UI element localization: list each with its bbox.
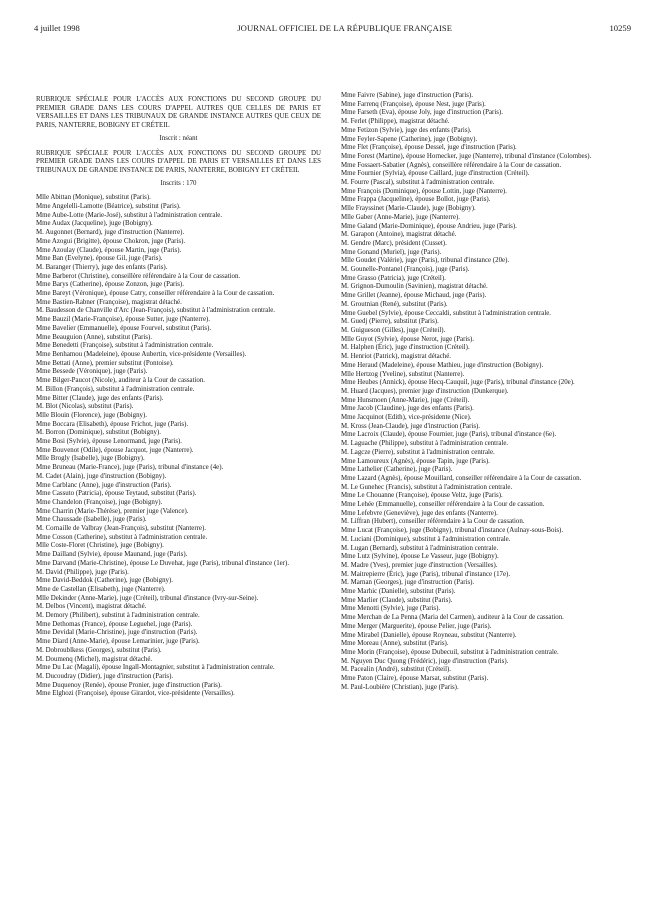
list-item: M. David (Philippe), juge (Paris). (36, 568, 129, 576)
rubric-heading-1: RUBRIQUE SPÉCIALE POUR L'ACCÈS AUX FONCTIONS DU SECOND GROUPE DU PREMIER GRADE DANS LES COURS D'APPEL AUTRES QUE CELLES DE PARIS ET VERSAILLES ET DANS LES TRIBUNAUX DE GRANDE INSTANCE AUTRES QUE CEUX DE PARIS, NANTERRE, BOBIGNY ET CRÉTEIL (36, 96, 321, 130)
list-item: Mlle Abittan (Monique), substitut (Paris). (36, 194, 151, 202)
list-item: M. Liffran (Hubert), conseiller référendaire à la Cour de cassation. (341, 518, 525, 526)
list-item: M. Cadet (Alain), juge d'instruction (Bobigny). (36, 472, 167, 480)
list-item: Mme Frappa (Jacqueline), épouse Bollot, juge (Paris). (341, 196, 491, 204)
list-item: Mlle Hertzog (Yveline), substitut (Nanterre). (341, 370, 465, 378)
list-item: Mme Moreau (Anne), substitut (Paris). (341, 640, 449, 648)
list-item: Mme Boccara (Elisabeth), épouse Frichot, juge (Paris). (36, 420, 189, 428)
list-item: M. Guedj (Pierre), substitut (Paris). (341, 318, 439, 326)
list-item: Mme Jacob (Claudine), juge des enfants (Paris). (341, 405, 474, 413)
list-item: Mme Farrenq (Françoise), épouse Nest, juge (Paris). (341, 100, 486, 108)
list-item: Mme Lutz (Sylvine), épouse Le Vasseur, juge (Bobigny). (341, 553, 499, 561)
list-item: M. Ducoudray (Didier), juge d'instruction (Paris). (36, 673, 174, 680)
list-item: Mme Azoulay (Claude), épouse Martin, juge (Paris). (36, 246, 182, 254)
list-item: M. Luciani (Dominique), substitut à l'administration centrale. (341, 535, 511, 543)
list-item: M. Groutnian (René), substitut (Paris). (341, 300, 448, 308)
list-item: Mme Bilger-Paucot (Nicole), auditeur à la Cour de cassation. (36, 377, 206, 385)
list-item: Mme Aube-Lotte (Marie-José), substitut à l'administration centrale. (36, 211, 223, 219)
header-title: JOURNAL OFFICIEL DE LA RÉPUBLIQUE FRANÇAISE (237, 23, 453, 33)
list-item: Mme Lazard (Agnès), épouse Mouillard, conseiller référendaire à la Cour de cassation. (341, 474, 582, 482)
list-item: Mme François (Dominique), épouse Lottin, juge (Nanterre). (341, 187, 507, 195)
list-item: M. Dobroublkess (Georges), substitut (Paris). (36, 646, 162, 654)
list-item: M. Madre (Yves), premier juge d'instruction (Versailles). (341, 561, 498, 569)
list-item: M. Fourre (Pascal), substitut à l'administration centrale. (341, 179, 495, 187)
list-item: M. Laguache (Philippe), substitut à l'administration centrale. (341, 440, 509, 448)
list-item: Mme Elghozi (Françoise), épouse Girardot, vice-présidente (Versailles). (36, 690, 235, 698)
list-item: M. Blot (Nicolas), substitut (Paris). (36, 403, 134, 411)
list-item: Mme Gonand (Muriel), juge (Paris). (341, 248, 442, 256)
list-item: Mme Merchan de La Penna (Maria del Carmen), auditeur à la Cour de cassation. (341, 614, 564, 622)
list-item: M. Guigueson (Gilles), juge (Créteil). (341, 326, 446, 334)
list-item: M. Halphen (Éric), juge d'instruction (Créteil). (341, 344, 470, 352)
list-item: Mme Bessede (Véronique), juge (Paris). (36, 368, 148, 376)
list-item: Mme Menotti (Sylvie), juge (Paris). (341, 605, 441, 613)
list-item: Mme Ban (Evelyne), épouse Gil, juge (Paris). (36, 255, 163, 263)
list-item: Mme Bettati (Anne), premier substitut (Pontoise). (36, 359, 174, 367)
left-column (36, 96, 321, 699)
list-item: Mme Bavelier (Emmanuelle), épouse Fourvel, substitut (Paris). (36, 324, 212, 332)
list-item: M. Le Gunehec (Francis), substitut à l'administration centrale. (341, 483, 513, 491)
inscrit-count-2: Inscrits : 170 (160, 179, 197, 187)
list-item: Mme Lacroix (Claude), épouse Fournier, juge (Paris), tribunal d'instance (6e). (341, 431, 557, 439)
list-item: Mme Diard (Anne-Marie), épouse Lemarinier, juge (Paris). (36, 638, 200, 646)
list-item: Mme Bauzil (Marie-Françoise), épouse Sutter, juge (Nanterre). (36, 316, 211, 324)
right-entry-list (341, 92, 631, 693)
list-item: Mme Barys (Catherine), épouse Zonzon, juge (Paris). (36, 281, 184, 289)
list-item: Mlle Gaber (Anne-Marie), juge (Nanterre). (341, 213, 460, 221)
list-item: Mme de Castellan (Elisabeth), juge (Nanterre). (36, 585, 166, 593)
list-item: Mme Farseth (Eva), épouse Joly, juge d'instruction (Paris). (341, 109, 503, 117)
list-item: Mme David-Beddok (Catherine), juge (Bobigny). (36, 577, 174, 585)
list-item: Mme Faivre (Sabine), juge d'instruction (Paris). (341, 92, 473, 99)
list-item: Mme Benhamou (Madeleine), épouse Aubertin, vice-présidente (Versailles). (36, 350, 247, 358)
list-item: M. Paul-Loubière (Christian), juge (Paris). (341, 683, 459, 691)
list-item: M. Cornaille de Valbray (Jean-François), substitut (Nanterre). (36, 525, 206, 533)
list-item: Mme Mirabel (Danielle), épouse Royneau, substitut (Nanterre). (341, 631, 517, 639)
list-item: Mme Bouvenot (Odile), épouse Jacquot, juge (Nanterre). (36, 446, 194, 454)
list-item: Mme Fossaert-Sabatier (Agnès), conseillère référendaire à la Cour de cassation. (341, 161, 562, 169)
list-item: Mme Marlier (Claude), substitut (Paris). (341, 596, 453, 604)
list-item: Mme Grasso (Patricia), juge (Créteil). (341, 274, 446, 282)
list-item: Mme Guebel (Sylvie), épouse Ceccaldi, substitut à l'administration centrale. (341, 309, 552, 317)
list-item: Mme Flet (Françoise), épouse Dessel, juge d'instruction (Paris). (341, 144, 517, 152)
list-item: Mme Bitter (Claude), juge des enfants (Paris). (36, 394, 164, 402)
list-item: Mme Le Chouanne (Françoise), épouse Veltz, juge (Paris). (341, 492, 503, 500)
rubric-heading-2: RUBRIQUE SPÉCIALE POUR L'ACCÈS AUX FONCTIONS DU SECOND GROUPE DU PREMIER GRADE DANS LES COURS D'APPEL DE PARIS ET VERSAILLES ET DANS LES TRIBUNAUX DE GRANDE INSTANCE DE PARIS, NANTERRE, BOBIGNY ET CRÉTEIL (36, 149, 321, 174)
header-page-number: 10259 (609, 23, 631, 33)
list-item: Mme Benedetti (Françoise), substitut à l'administration centrale. (36, 342, 214, 350)
list-item: Mme Hunsmoen (Anne-Marie), juge (Créteil). (341, 396, 470, 404)
list-item: Mlle Coste-Floret (Christine), juge (Bobigny). (36, 542, 164, 550)
inscrit-count-1: Inscrit : néant (159, 134, 198, 142)
list-item: Mme Chandelon (Françoise), juge (Bobigny). (36, 498, 163, 506)
list-item: Mme Lehée (Emmanuelle), conseiller référendaire à la Cour de cassation. (341, 501, 545, 509)
list-item: M. Lugan (Bernard), substitut à l'administration centrale. (341, 544, 499, 552)
list-item: M. Borron (Dominique), substitut (Bobigny). (36, 429, 161, 437)
list-item: Mme Barberot (Christine), conseillère référendaire à la Cour de cassation. (36, 272, 241, 280)
list-item: Mlle Goudet (Valérie), juge (Paris), tribunal d'instance (20e). (341, 257, 510, 265)
list-item: Mme Lefebvre (Geneviève), juge des enfants (Nanterre). (341, 509, 498, 517)
list-item: Mme Lathelier (Catherine), juge (Paris). (341, 466, 453, 474)
list-item: Mme Devidal (Marie-Christine), juge d'instruction (Paris). (36, 629, 198, 637)
list-item: M. Grignon-Dumoulin (Savinien), magistrat détaché. (341, 283, 488, 291)
list-item: Mme Charrin (Marie-Thérèse), premier juge (Valence). (36, 507, 189, 515)
list-item: Mme Bosi (Sylvie), épouse Lenormand, juge (Paris). (36, 438, 183, 446)
list-item: Mme Carblanc (Anne), juge d'instruction (Paris). (36, 481, 172, 489)
list-item: M. Gounelle-Pontanel (François), juge (Paris). (341, 266, 470, 274)
list-item: Mme Cassuto (Patricia), épouse Teytaud, substitut (Paris). (36, 490, 197, 498)
list-item: Mme Galand (Marie-Dominique), épouse Andrieu, juge (Paris). (341, 222, 517, 230)
list-item: Mme Cosson (Catherine), substitut à l'administration centrale. (36, 533, 208, 541)
list-item: Mme Forest (Martine), épouse Hornecker, juge (Nanterre), tribunal d'instance (Colombes). (341, 152, 592, 160)
list-item: Mme Lamoureux (Agnès), épouse Tapin, juge (Paris). (341, 457, 490, 465)
list-item: Mme Darvand (Marie-Christine), épouse Le Duvehat, juge (Paris), tribunal d'instance (1er). (36, 559, 290, 567)
list-item: M. Baudesson de Chanville d'Arc (Jean-François), substitut à l'administration centrale. (36, 307, 276, 315)
list-item: Mlle Brogly (Isabelle), juge (Bobigny). (36, 455, 145, 463)
list-item: M. Nguyen Duc Quong (Frédéric), juge d'instruction (Paris). (341, 657, 509, 665)
list-item: M. Delbos (Vincent), magistrat détaché. (36, 603, 147, 611)
list-item: M. Garapon (Antoine), magistrat détaché. (341, 231, 457, 239)
list-item: M. Henriot (Patrick), magistrat détaché. (341, 353, 452, 361)
list-item: M. Doumenq (Michel), magistrat détaché. (36, 655, 153, 663)
list-item: M. Billon (François), substitut à l'administration centrale. (36, 385, 195, 393)
list-item: M. Maitrepierre (Éric), juge (Paris), tribunal d'instance (17e). (341, 570, 511, 578)
list-item: Mlle Guyot (Sylvie), épouse Nerot, juge (Paris). (341, 335, 475, 343)
list-item: Mme Dailland (Sylvie), épouse Maunand, juge (Paris). (36, 551, 188, 559)
list-item: Mme Azogui (Brigitte), épouse Chokron, juge (Paris). (36, 237, 186, 245)
list-item: Mme Bareyt (Véronique), épouse Catry, conseiller référendaire à la Cour de cassation. (36, 290, 275, 298)
list-item: M. Marnan (Georges), juge d'instruction (Paris). (341, 579, 475, 587)
list-item: Mme Grillet (Jeanne), épouse Michaud, juge (Paris). (341, 292, 487, 300)
list-item: Mme Heraud (Madeleine), épouse Mathieu, juge d'instruction (Bobigny). (341, 361, 544, 369)
list-item: Mme Jacquinot (Edith), vice-présidente (Nice). (341, 414, 472, 422)
left-entry-list (36, 194, 321, 699)
list-item: Mlle Frayssinet (Marie-Claude), juge (Bobigny). (341, 205, 476, 213)
list-item: Mme Bruneau (Marie-France), juge (Paris), tribunal d'instance (4e). (36, 464, 224, 472)
list-item: Mlle Blouin (Florence), juge (Bobigny). (36, 411, 147, 419)
list-item: Mme Merger (Marguerite), épouse Pelier, juge (Paris). (341, 622, 492, 630)
list-item: Mme Beauguion (Anne), substitut (Paris). (36, 333, 152, 341)
list-item: M. Lagcze (Pierre), substitut à l'administration centrale. (341, 448, 495, 456)
list-item: M. Huard (Jacques), premier juge d'instruction (Dunkerque). (341, 387, 509, 395)
list-item: Mlle Dekinder (Anne-Marie), juge (Créteil), tribunal d'instance (Ivry-sur-Seine). (36, 594, 259, 602)
header-date: 4 juillet 1998 (34, 23, 80, 33)
page-header (34, 21, 631, 35)
list-item: M. Baranger (Thierry), juge des enfants (Paris). (36, 263, 168, 271)
list-item: Mme Fetizon (Sylvie), juge des enfants (Paris). (341, 126, 472, 134)
list-item: M. Kross (Jean-Claude), juge d'instruction (Paris). (341, 422, 481, 430)
list-item: M. Pacealin (André), substitut (Créteil). (341, 666, 452, 674)
list-item: Mme Angelelli-Lamotte (Béatrice), substitut (Paris). (36, 203, 181, 211)
right-column (341, 92, 631, 693)
list-item: M. Augonnet (Bernard), juge d'instruction (Nanterre). (36, 229, 185, 237)
list-item: Mme Dethomas (France), épouse Leguehel, juge (Paris). (36, 620, 193, 628)
list-item: Mme Feyler-Sapene (Catherine), juge (Bobigny). (341, 135, 478, 143)
list-item: Mme Morin (Françoise), épouse Dubecuil, substitut à l'administration centrale. (341, 649, 559, 656)
list-item: Mme Audax (Jacqueline), juge (Bobigny). (36, 220, 153, 228)
list-item: Mme Duquenoy (Renée), épouse Pronier, juge d'instruction (Paris). (36, 681, 222, 689)
list-item: Mme Fournier (Sylvia), épouse Caillard, juge d'instruction (Créteil). (341, 170, 530, 178)
list-item: Mme Chaussade (Isabelle), juge (Paris). (36, 516, 147, 524)
list-item: M. Ferlet (Philippe), magistrat détaché. (341, 118, 450, 126)
list-item: Mme Heubes (Annick), épouse Hecq-Cauquil, juge (Paris), tribunal d'instance (20e). (341, 379, 575, 387)
list-item: Mme Bastien-Rabner (Françoise), magistrat détaché. (36, 298, 182, 306)
list-item: Mme Lucat (Françoise), juge (Bobigny), tribunal d'instance (Aulnay-sous-Bois). (341, 527, 564, 535)
list-item: Mme Marhic (Danielle), substitut (Paris). (341, 588, 456, 596)
list-item: Mme Paton (Claire), épouse Marsat, substitut (Paris). (341, 675, 489, 683)
list-item: M. Gendre (Marc), président (Cusset). (341, 239, 447, 247)
list-item: M. Demory (Philibert), substitut à l'administration centrale. (36, 612, 200, 620)
list-item: Mme Du Lac (Magali), épouse Ingall-Montagnier, substitut à l'administration centrale. (36, 664, 275, 672)
